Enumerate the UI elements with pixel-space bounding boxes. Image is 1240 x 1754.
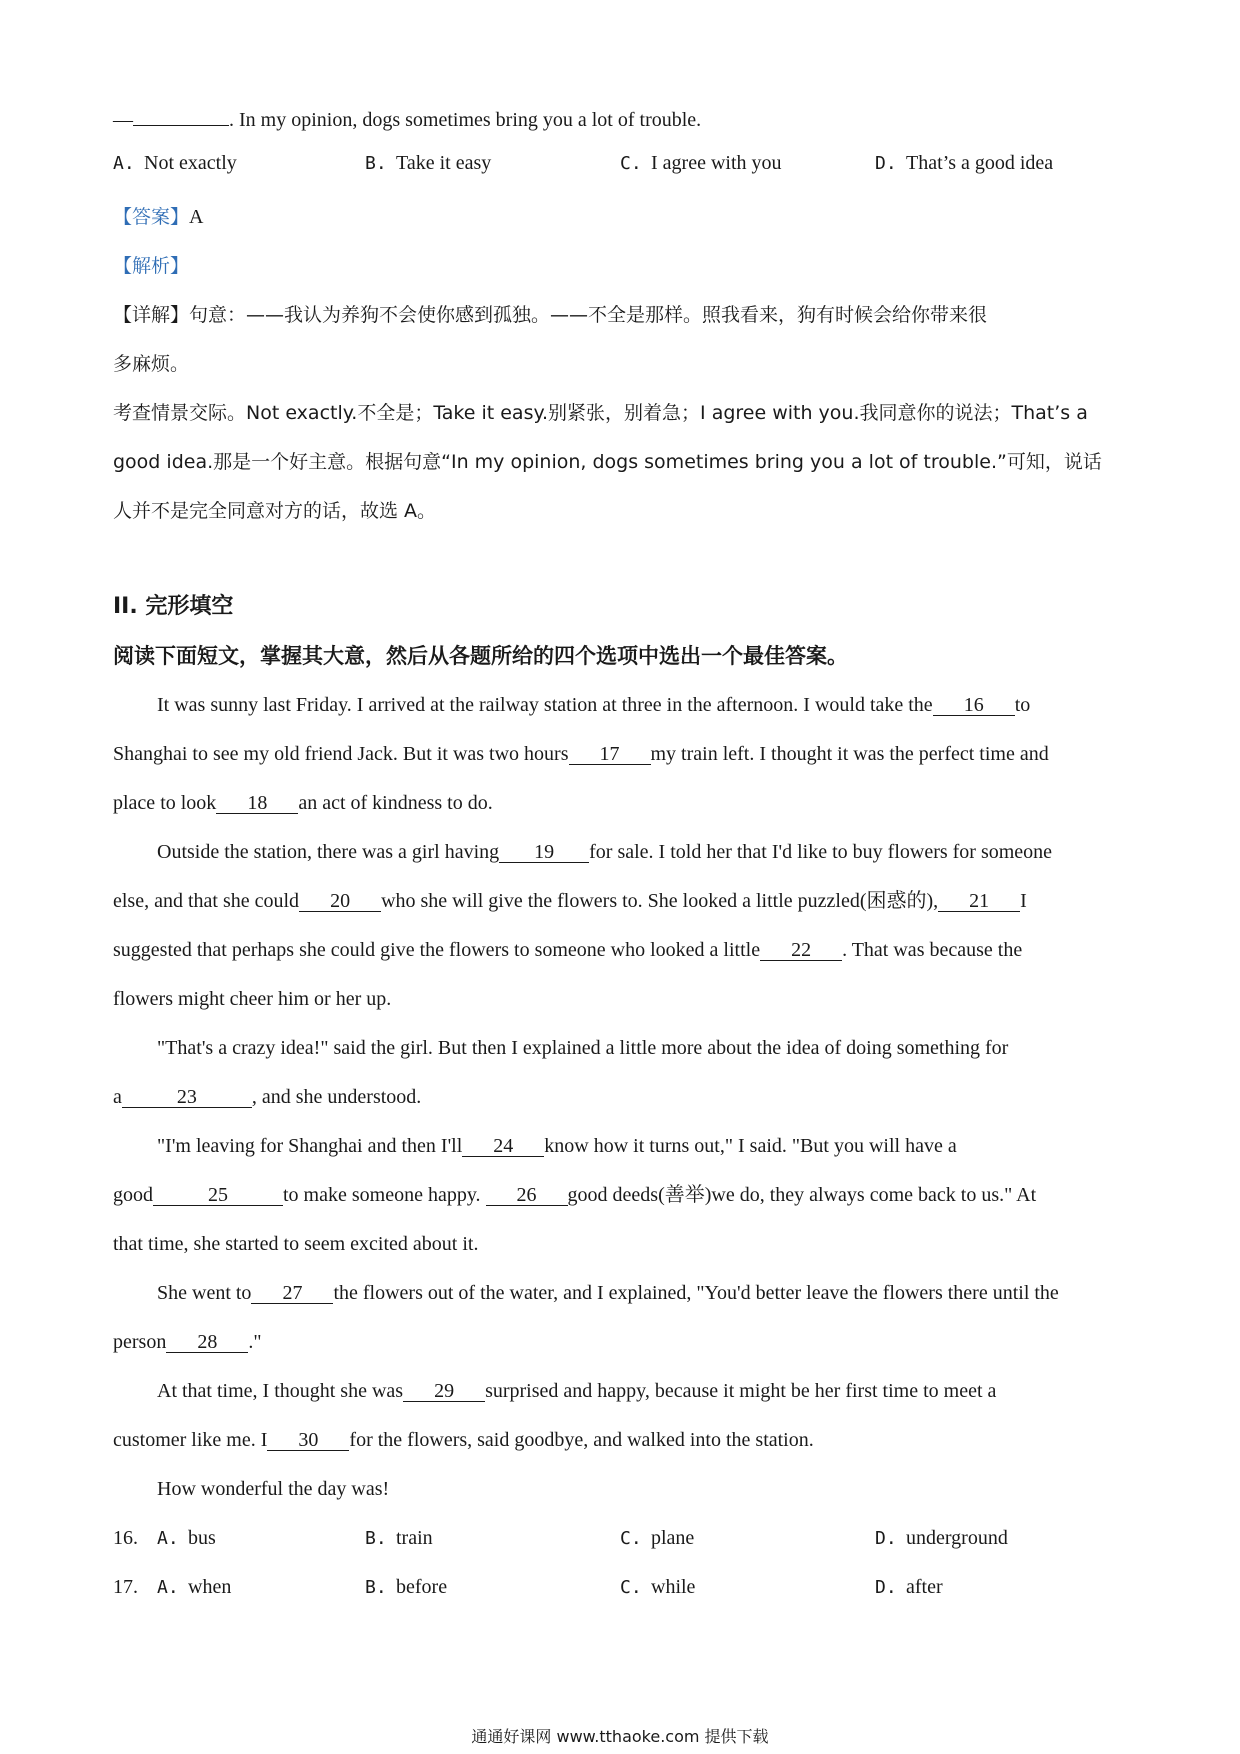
blank-20: 20 <box>299 891 381 912</box>
page-footer: 通通好课网 www.tthaoke.com 提供下载 <box>471 1727 769 1746</box>
section-instruction: 阅读下面短文，掌握其大意，然后从各题所给的四个选项中选出一个最佳答案。 <box>113 644 848 668</box>
blank-16: 16 <box>933 695 1015 716</box>
q17-option-b: B. before <box>365 1576 448 1598</box>
blank-18: 18 <box>216 793 298 814</box>
question-number: 17. <box>113 1576 138 1598</box>
blank-29: 29 <box>403 1381 485 1402</box>
passage-line: a 23 , and she understood. <box>113 1086 422 1108</box>
q16-option-c: C. plane <box>620 1527 695 1549</box>
detail-line-4: good idea.那是一个好主意。根据句意“In my opinion, dogs sometimes bring you a lot of trouble.”可知，说话 <box>113 451 1102 473</box>
blank-17: 17 <box>569 744 651 765</box>
passage-line: It was sunny last Friday. I arrived at the railway station at three in the afternoon. I would take the 16 to <box>157 694 1031 716</box>
prev-option-c: C. I agree with you <box>620 152 782 174</box>
passage-line: flowers might cheer him or her up. <box>113 988 392 1010</box>
detail-line-1: 【详解】句意：——我认为养狗不会使你感到孤独。——不全是那样。照我看来，狗有时候会给你带来很 <box>113 304 988 326</box>
blank-28: 28 <box>166 1332 248 1353</box>
detail-line-5: 人并不是完全同意对方的话，故选 A。 <box>113 500 437 522</box>
dash: — <box>113 109 133 131</box>
answer-label: 【答案】 <box>113 206 190 228</box>
prev-option-a: A. Not exactly <box>113 152 237 174</box>
section-title: II. 完形填空 <box>113 594 234 619</box>
answer-blank <box>133 125 229 126</box>
answer-line <box>113 204 1133 230</box>
detail-line-3: 考查情景交际。Not exactly.不全是；Take it easy.别紧张，别着急；I agree with you.我同意你的说法；That’s a <box>113 402 1088 424</box>
blank-30: 30 <box>267 1430 349 1451</box>
passage-line: She went to 27 the flowers out of the water, and I explained, "You'd better leave the flowers there until the <box>157 1282 1059 1304</box>
passage-line: How wonderful the day was! <box>157 1478 390 1500</box>
q16-option-b: B. train <box>365 1527 433 1549</box>
q17-option-d: D. after <box>875 1576 943 1598</box>
passage-line: suggested that perhaps she could give the flowers to someone who looked a little 22 . That was because the <box>113 939 1023 961</box>
q16-option-a: A. bus <box>157 1527 216 1549</box>
answer-value: A <box>189 206 204 228</box>
prev-question-stem <box>113 107 1133 133</box>
passage-line: else, and that she could 20 who she will give the flowers to. She looked a little puzzled(困惑的), 21 I <box>113 890 1027 912</box>
passage-line: that time, she started to seem excited about it. <box>113 1233 479 1255</box>
passage-line: "I'm leaving for Shanghai and then I'll 24 know how it turns out," I said. "But you will have a <box>157 1135 957 1157</box>
passage-line: customer like me. I 30 for the flowers, said goodbye, and walked into the station. <box>113 1429 814 1451</box>
passage-line: person 28 ." <box>113 1331 262 1353</box>
blank-21: 21 <box>938 891 1020 912</box>
passage-line: At that time, I thought she was 29 surprised and happy, because it might be her first time to meet a <box>157 1380 997 1402</box>
detail-line-2: 多麻烦。 <box>113 353 190 375</box>
passage-line: Outside the station, there was a girl having 19 for sale. I told her that I'd like to buy flowers for someone <box>157 841 1053 863</box>
passage-line: "That's a crazy idea!" said the girl. But then I explained a little more about the idea of doing something for <box>157 1037 1009 1059</box>
blank-19: 19 <box>499 842 589 863</box>
stem-text: . In my opinion, dogs sometimes bring you a lot of trouble. <box>229 109 702 131</box>
question-number: 16. <box>113 1527 138 1549</box>
analysis-line <box>113 253 1133 279</box>
blank-26: 26 <box>486 1185 568 1206</box>
blank-25: 25 <box>153 1185 283 1206</box>
q17-option-c: C. while <box>620 1576 696 1598</box>
passage-line: place to look 18 an act of kindness to do. <box>113 792 493 814</box>
blank-23: 23 <box>122 1087 252 1108</box>
prev-option-b: B. Take it easy <box>365 152 492 174</box>
q17-option-a: A. when <box>157 1576 232 1598</box>
blank-22: 22 <box>760 940 842 961</box>
analysis-label: 【解析】 <box>113 255 190 277</box>
prev-option-d: D. That’s a good idea <box>875 152 1054 174</box>
q16-option-d: D. underground <box>875 1527 1008 1549</box>
blank-27: 27 <box>251 1283 333 1304</box>
passage-line: good 25 to make someone happy. 26 good deeds(善举)we do, they always come back to us." At <box>113 1184 1037 1206</box>
blank-24: 24 <box>462 1136 544 1157</box>
passage-line: Shanghai to see my old friend Jack. But it was two hours 17 my train left. I thought it was the perfect time and <box>113 743 1049 765</box>
